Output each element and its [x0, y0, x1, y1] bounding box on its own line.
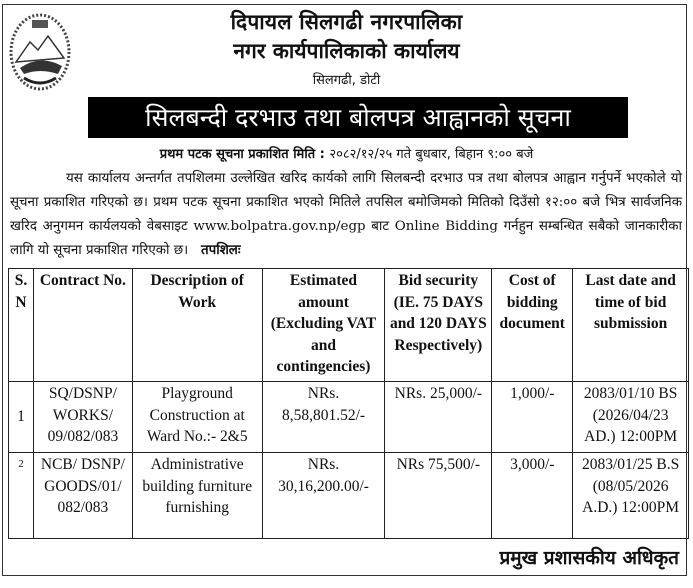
cell-cost: 3,000/-	[492, 453, 573, 539]
cell-estimated-amount: NRs. 8,58,801.52/-	[262, 382, 385, 453]
publication-date	[0, 144, 693, 162]
cell-deadline: 2083/01/10 BS (2026/04/23 AD.) 12:00PM	[573, 382, 689, 453]
cell-contract-no: NCB/ DSNP/ GOODS/01/ 082/083	[33, 453, 132, 539]
col-header-cost: Cost of bidding document	[492, 269, 573, 382]
cell-description: Administrative building furniture furnishing	[132, 453, 262, 539]
table-row	[9, 382, 689, 453]
table-row	[9, 453, 689, 539]
signatory-title: प्रमुख प्रशासकीय अधिकृत	[499, 547, 679, 569]
notice-body	[10, 167, 682, 263]
cell-sn: 2	[9, 453, 34, 539]
schedule-label: तपशिलः	[201, 243, 241, 258]
cell-contract-no: SQ/DSNP/ WORKS/ 09/082/083	[33, 382, 132, 453]
notice-title: सिलबन्दी दरभाउ तथा बोलपत्र आह्वानको सूचना	[88, 97, 628, 138]
col-header-estimated-amount: Estimated amount (Excluding VAT and contingencies)	[262, 269, 385, 382]
publication-date-value: २०८२/१२/२५ गते बुधबार, बिहान ९:०० बजे	[329, 147, 534, 162]
cell-description: Playground Construction at Ward No.:- 2&5	[132, 382, 262, 453]
cell-bid-security: NRs. 25,000/-	[385, 382, 492, 453]
col-header-bid-security: Bid security (IE. 75 DAYS and 120 DAYS Respectively)	[385, 269, 492, 382]
col-header-deadline: Last date and time of bid submission	[573, 269, 689, 382]
table-header-row	[9, 269, 689, 382]
col-header-description: Description of Work	[132, 269, 262, 382]
office-name: नगर कार्यपालिकाको कार्यालय	[233, 39, 460, 63]
cell-sn: 1	[9, 382, 34, 453]
municipality-name: दिपायल सिलगढी नगरपालिका	[230, 10, 463, 34]
publication-date-label: प्रथम पटक सूचना प्रकाशित मिति :	[159, 147, 325, 162]
cell-cost: 1,000/-	[492, 382, 573, 453]
notice-body-text: यस कार्यालय अन्तर्गत तपशिलमा उल्लेखित खरिद कार्यको लागि सिलबन्दी दरभाउ पत्र तथा बोलपत्र आह्वान गर्नुपर्ने भएकोले यो सूचना प्रकाशित गरिएको छ। प्रथम पटक सूचना प्रकाशित भएको मितिले तपसिल बमोजिमको मितिको दिउँसो १२:०० बजे भित्र सार्वजनिक खरिद अनुगमन कार्यलयको वेबसाइट www.bolpatra.gov.np/egp बाट Online Bidding गर्नहुन सम्बन्धित सबैको जानकारीका लागि यो सूचना प्रकाशित गरिएको छ।	[10, 171, 682, 258]
bid-schedule-table	[8, 268, 689, 539]
col-header-contract-no: Contract No.	[33, 269, 132, 382]
cell-estimated-amount: NRs. 30,16,200.00/-	[262, 453, 385, 539]
office-location: सिलगढी, डोटी	[312, 73, 381, 88]
cell-deadline: 2083/01/25 B.S (08/05/2026 A.D.) 12:00PM	[573, 453, 689, 539]
cell-bid-security: NRs 75,500/-	[385, 453, 492, 539]
col-header-sn: S. N	[9, 269, 34, 382]
